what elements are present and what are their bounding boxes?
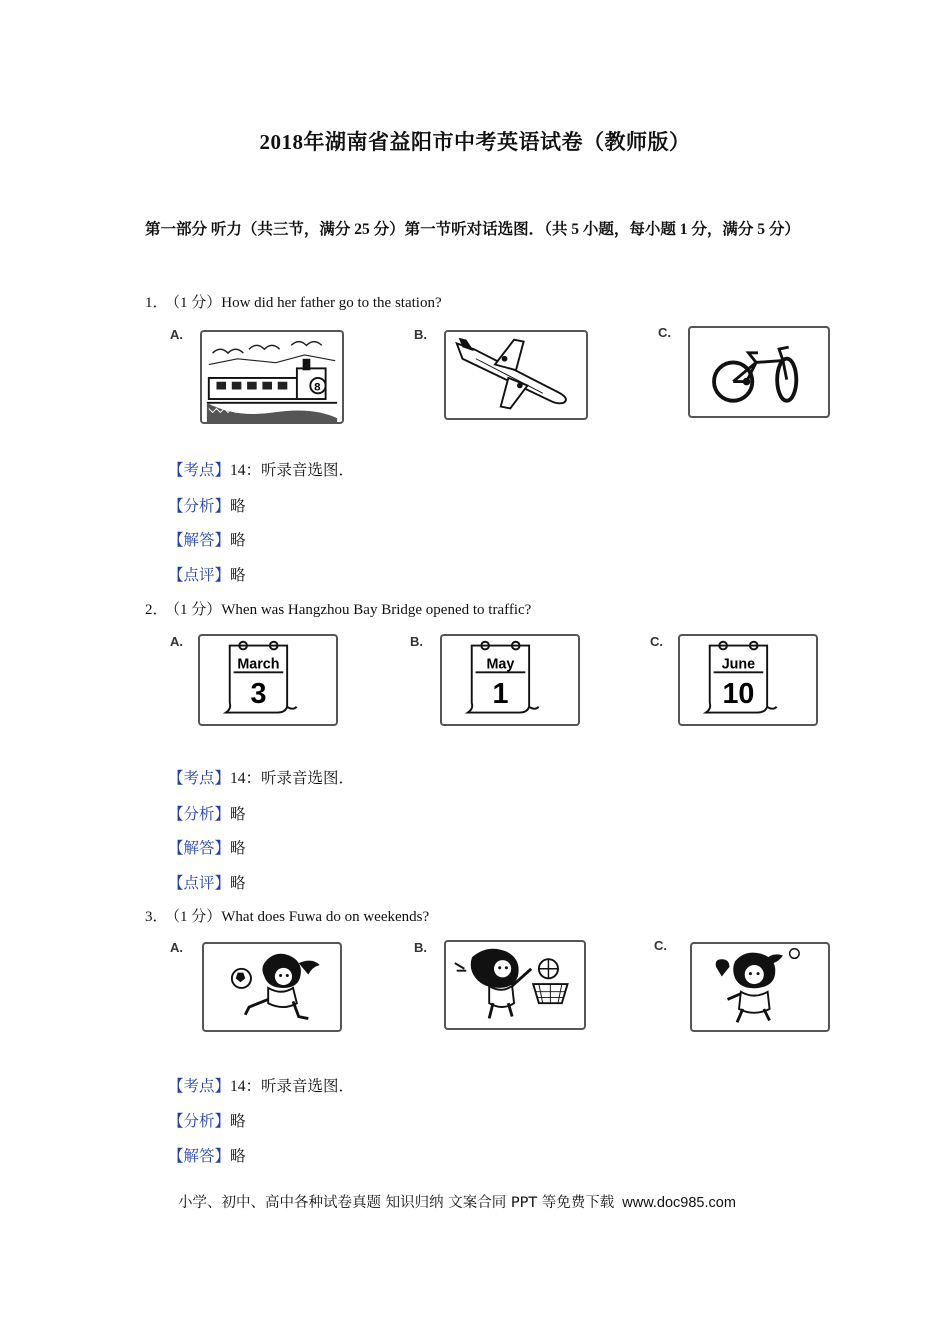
calendar-month: March	[237, 656, 280, 673]
calendar-month: June	[721, 656, 756, 673]
fuwa-pingpong-icon	[690, 942, 830, 1032]
dianping-label: 【点评】	[168, 875, 231, 892]
calendar-icon	[440, 634, 580, 726]
option-a-label: A.	[170, 940, 183, 955]
fenxi-label: 【分析】	[168, 1113, 231, 1130]
document-title: 2018年湖南省益阳市中考英语试卷（教师版）	[259, 130, 691, 154]
q3-fenxi	[168, 1109, 246, 1131]
airplane-icon	[444, 330, 588, 420]
jieda-label: 【解答】	[168, 1148, 231, 1165]
calendar-month: May	[486, 656, 515, 673]
question-number: 1．	[145, 295, 168, 311]
option-c-label: C.	[654, 938, 667, 953]
jieda-value: 略	[230, 532, 246, 549]
kaodian-label: 【考点】	[168, 1078, 231, 1095]
q3-kaodian	[168, 1074, 354, 1096]
jieda-label: 【解答】	[168, 840, 231, 857]
question-score: （1 分）	[165, 295, 222, 311]
question-2	[145, 598, 531, 619]
question-score: （1 分）	[165, 909, 222, 925]
question-1	[145, 291, 442, 312]
dianping-label: 【点评】	[168, 567, 231, 584]
calendar-day: 10	[722, 677, 755, 710]
jieda-value: 略	[230, 1148, 246, 1165]
option-b-label: B.	[410, 634, 423, 649]
question-text: When was Hangzhou Bay Bridge opened to traffic?	[221, 602, 532, 618]
fenxi-label: 【分析】	[168, 498, 231, 515]
jieda-value: 略	[230, 840, 246, 857]
train-icon	[200, 330, 344, 424]
question-text: How did her father go to the station?	[221, 295, 442, 311]
footer-url[interactable]: www.doc985.com	[622, 1195, 736, 1211]
kaodian-value: 14：听录音选图．	[230, 1078, 355, 1095]
question-text: What does Fuwa do on weekends?	[221, 909, 430, 925]
calendar-day: 3	[250, 677, 267, 710]
fenxi-label: 【分析】	[168, 806, 231, 823]
kaodian-label: 【考点】	[168, 462, 231, 479]
calendar-icon	[678, 634, 818, 726]
question-3	[145, 905, 429, 926]
q1-jieda	[168, 528, 246, 550]
q2-fenxi	[168, 802, 246, 824]
q1-dianping	[168, 563, 246, 585]
option-b-label: B.	[414, 940, 427, 955]
option-c-label: C.	[658, 325, 671, 340]
bicycle-icon	[688, 326, 830, 418]
q2-dianping	[168, 871, 246, 893]
kaodian-value: 14：听录音选图．	[230, 462, 355, 479]
fenxi-value: 略	[230, 1113, 246, 1130]
q2-jieda	[168, 836, 246, 858]
calendar-icon	[198, 634, 338, 726]
option-a-label: A.	[170, 634, 183, 649]
fuwa-basketball-icon	[444, 940, 586, 1030]
dianping-value: 略	[230, 567, 246, 584]
dianping-value: 略	[230, 875, 246, 892]
section-heading: 第一部分 听力（共三节，满分 25 分）第一节听对话选图．（共 5 小题，每小题 1 分，满分 5 分）	[145, 221, 800, 238]
q1-kaodian	[168, 458, 354, 480]
svg-text:8: 8	[314, 381, 321, 394]
option-c-label: C.	[650, 634, 663, 649]
calendar-day: 1	[492, 677, 509, 710]
q3-jieda	[168, 1144, 246, 1166]
q1-fenxi	[168, 494, 246, 516]
fenxi-value: 略	[230, 806, 246, 823]
page-footer	[178, 1191, 736, 1212]
footer-text: 小学、初中、高中各种试卷真题 知识归纳 文案合同 PPT 等免费下载	[178, 1195, 615, 1211]
question-number: 2．	[145, 602, 168, 618]
kaodian-label: 【考点】	[168, 770, 231, 787]
jieda-label: 【解答】	[168, 532, 231, 549]
option-b-label: B.	[414, 327, 427, 342]
option-a-label: A.	[170, 327, 183, 342]
question-number: 3．	[145, 909, 168, 925]
fuwa-soccer-icon	[202, 942, 342, 1032]
question-score: （1 分）	[165, 602, 222, 618]
q2-kaodian	[168, 766, 354, 788]
fenxi-value: 略	[230, 498, 246, 515]
kaodian-value: 14：听录音选图．	[230, 770, 355, 787]
